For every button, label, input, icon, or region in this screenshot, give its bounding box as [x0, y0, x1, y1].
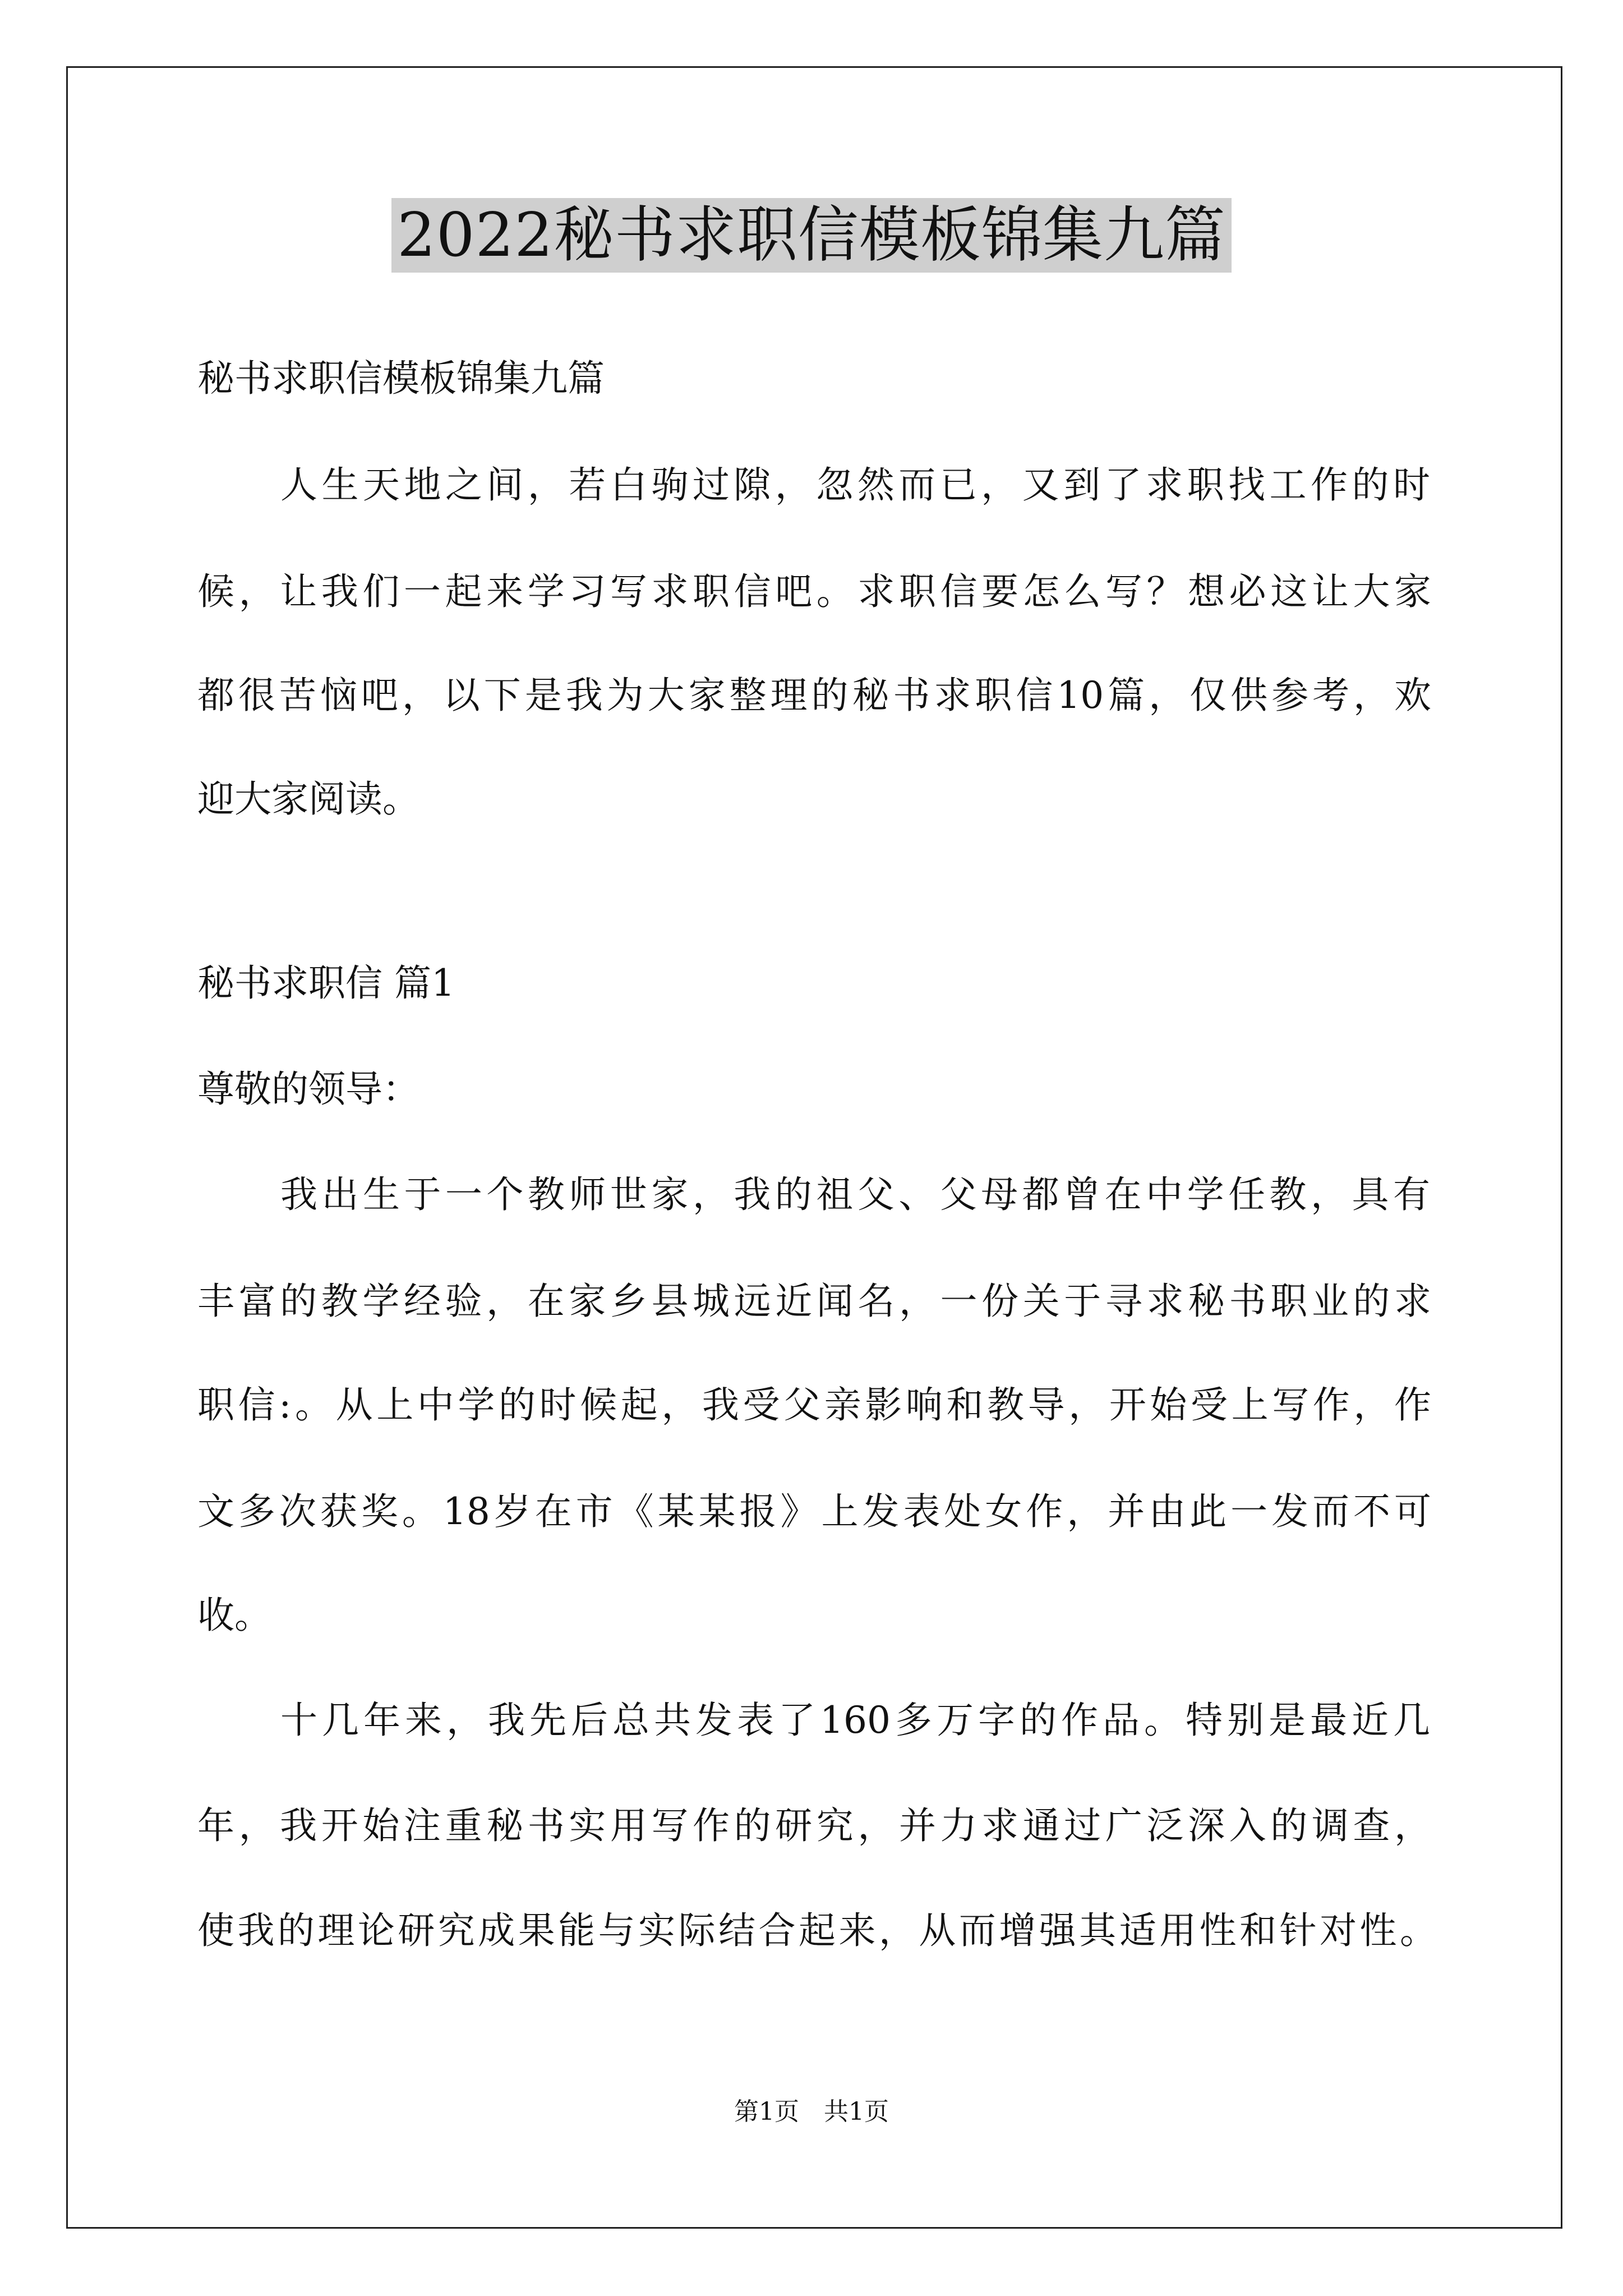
paragraph1-line-3: 职信:。从上中学的时候起，我受父亲影响和教导，开始受上写作，作: [197, 1383, 1431, 1427]
intro-line-2: 候，让我们一起来学习写求职信吧。求职信要怎么写？想必这让大家: [197, 570, 1431, 613]
salutation: 尊敬的领导：: [197, 1068, 419, 1111]
paragraph2-line-2: 年，我开始注重秘书实用写作的研究，并力求通过广泛深入的调查，: [197, 1804, 1431, 1847]
document-title-text: 2022秘书求职信模板锦集九篇: [391, 198, 1232, 273]
paragraph1-line-2: 丰富的教学经验，在家乡县城远近闻名，一份关于寻求秘书职业的求: [197, 1280, 1431, 1323]
paragraph2-line-3: 使我的理论研究成果能与实际结合起来，从而增强其适用性和针对性。: [197, 1909, 1437, 1952]
intro-line-1: 人生天地之间，若白驹过隙，忽然而已，又到了求职找工作的时: [280, 463, 1430, 507]
intro-line-3: 都很苦恼吧，以下是我为大家整理的秘书求职信10篇，仅供参考，欢: [197, 674, 1431, 717]
paragraph2-line-1: 十几年来，我先后总共发表了160多万字的作品。特别是最近几: [280, 1699, 1430, 1742]
paragraph1-line-5: 收。: [197, 1594, 271, 1637]
section-heading: 秘书求职信 篇1: [197, 961, 455, 1005]
page-footer: 第1页 共1页: [734, 2097, 889, 2126]
document-title: [0, 194, 1623, 278]
intro-line-4: 迎大家阅读。: [197, 777, 419, 821]
paragraph1-line-4: 文多次获奖。18岁在市《某某报》上发表处女作，并由此一发而不可: [197, 1490, 1431, 1533]
paragraph1-line-1: 我出生于一个教师世家，我的祖父、父母都曾在中学任教，具有: [280, 1173, 1430, 1216]
subtitle: 秘书求职信模板锦集九篇: [197, 357, 605, 400]
